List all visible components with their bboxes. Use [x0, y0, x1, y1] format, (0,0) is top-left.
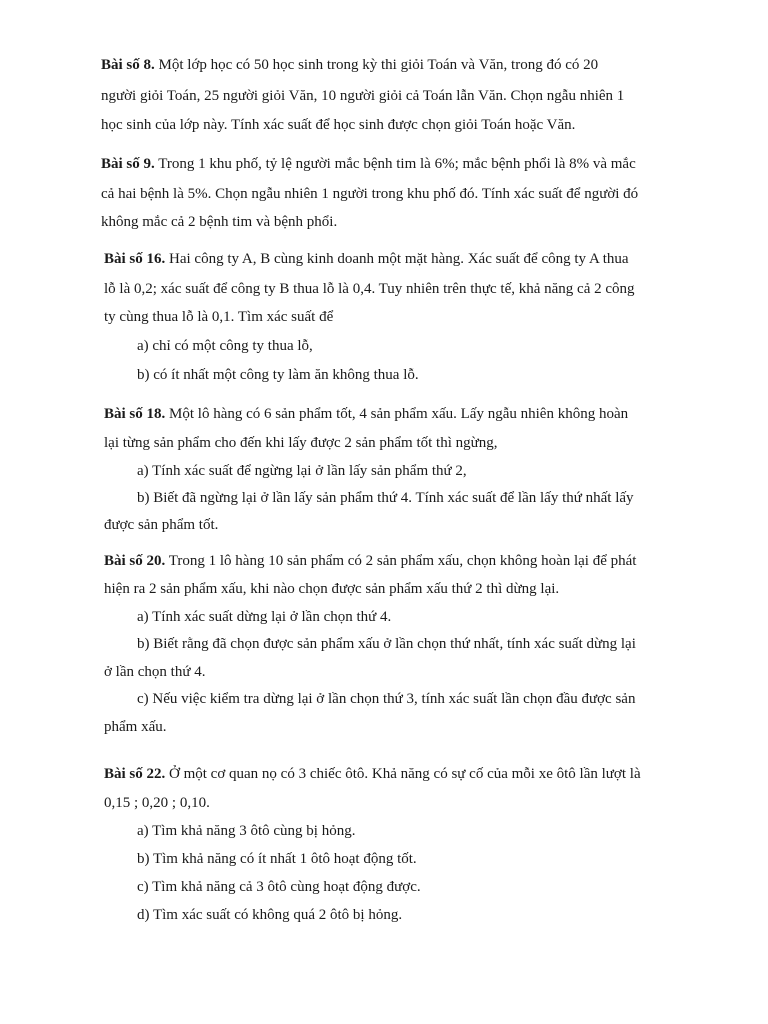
problem-8-line-3: học sinh của lớp này. Tính xác suất để học sinh được chọn giỏi Toán hoặc Văn. — [101, 117, 576, 133]
problem-20-line-7: phẩm xấu. — [104, 719, 167, 735]
problem-22-line-2: 0,15 ; 0,20 ; 0,10. — [104, 795, 210, 811]
problem-18-part-b: b) Biết đã ngừng lại ở lần lấy sản phẩm thứ 4. Tính xác suất để lần lấy thứ nhất lấy — [137, 490, 634, 506]
problem-9-line-1 — [101, 155, 636, 173]
problem-9-line-3: không mắc cả 2 bệnh tim và bệnh phổi. — [101, 214, 338, 230]
problem-22-label: Bài số 22. — [104, 766, 166, 782]
problem-20-part-a: a) Tính xác suất dừng lại ở lần chọn thứ 4. — [137, 609, 392, 625]
problem-8-line-2: người giỏi Toán, 25 người giỏi Văn, 10 người giỏi cả Toán lẫn Văn. Chọn ngẫu nhiên 1 — [101, 88, 625, 104]
problem-8-label: Bài số 8. — [101, 57, 155, 73]
problem-20-text: Trong 1 lô hàng 10 sản phẩm có 2 sản phẩm xấu, chọn không hoàn lại để phát — [168, 553, 637, 569]
problem-20-label: Bài số 20. — [104, 553, 166, 569]
problem-18-line-2: lại từng sản phẩm cho đến khi lấy được 2 sản phẩm tốt thì ngừng, — [104, 435, 498, 451]
problem-16-text: Hai công ty A, B cùng kinh doanh một mặt hàng. Xác suất để công ty A thua — [169, 251, 629, 267]
problem-22-part-a: a) Tìm khả năng 3 ôtô cùng bị hỏng. — [137, 823, 356, 839]
problem-20-line-1 — [104, 552, 636, 570]
problem-22-part-d: d) Tìm xác suất có không quá 2 ôtô bị hỏng. — [137, 907, 403, 923]
problem-16-line-1 — [104, 250, 629, 268]
problem-18-label: Bài số 18. — [104, 406, 166, 422]
problem-16-part-a: a) chỉ có một công ty thua lỗ, — [137, 338, 313, 354]
problem-16-line-3: ty cùng thua lỗ là 0,1. Tìm xác suất để — [104, 309, 334, 325]
problem-20-part-c: c) Nếu việc kiểm tra dừng lại ở lần chọn thứ 3, tính xác suất lần chọn đầu được sản — [137, 691, 636, 707]
problem-8-line-1 — [101, 56, 598, 74]
problem-22-line-1 — [104, 765, 641, 783]
problem-18-part-a: a) Tính xác suất để ngừng lại ở lần lấy sản phẩm thứ 2, — [137, 463, 467, 479]
problem-16-line-2: lỗ là 0,2; xác suất để công ty B thua lỗ là 0,4. Tuy nhiên trên thực tế, khả năng cả 2 công — [104, 281, 635, 297]
problem-18-line-1 — [104, 405, 628, 423]
problem-9-text: Trong 1 khu phố, tỷ lệ người mắc bệnh tim là 6%; mắc bệnh phổi là 8% và mắc — [158, 156, 636, 172]
problem-16-part-b: b) có ít nhất một công ty làm ăn không thua lỗ. — [137, 367, 419, 383]
problem-20-line-2: hiện ra 2 sản phẩm xấu, khi nào chọn được sản phẩm xấu thứ 2 thì dừng lại. — [104, 581, 560, 597]
problem-18-text: Một lô hàng có 6 sản phẩm tốt, 4 sản phẩm xấu. Lấy ngẫu nhiên không hoàn — [169, 406, 629, 422]
problem-22-part-c: c) Tìm khả năng cả 3 ôtô cùng hoạt động được. — [137, 879, 421, 895]
problem-20-part-b: b) Biết rằng đã chọn được sản phẩm xấu ở lần chọn thứ nhất, tính xác suất dừng lại — [137, 636, 636, 652]
problem-22-part-b: b) Tìm khả năng có ít nhất 1 ôtô hoạt động tốt. — [137, 851, 417, 867]
problem-9-line-2: cả hai bệnh là 5%. Chọn ngẫu nhiên 1 người trong khu phố đó. Tính xác suất để người đó — [101, 186, 639, 202]
problem-18-line-5: được sản phẩm tốt. — [104, 517, 219, 533]
problem-16-label: Bài số 16. — [104, 251, 166, 267]
problem-8-text: Một lớp học có 50 học sinh trong kỳ thi giỏi Toán và Văn, trong đó có 20 — [158, 57, 599, 73]
problem-22-text: Ở một cơ quan nọ có 3 chiếc ôtô. Khả năng có sự cố của mỗi xe ôtô lần lượt là — [169, 766, 641, 782]
problem-20-line-5: ở lần chọn thứ 4. — [104, 664, 206, 680]
problem-9-label: Bài số 9. — [101, 156, 155, 172]
